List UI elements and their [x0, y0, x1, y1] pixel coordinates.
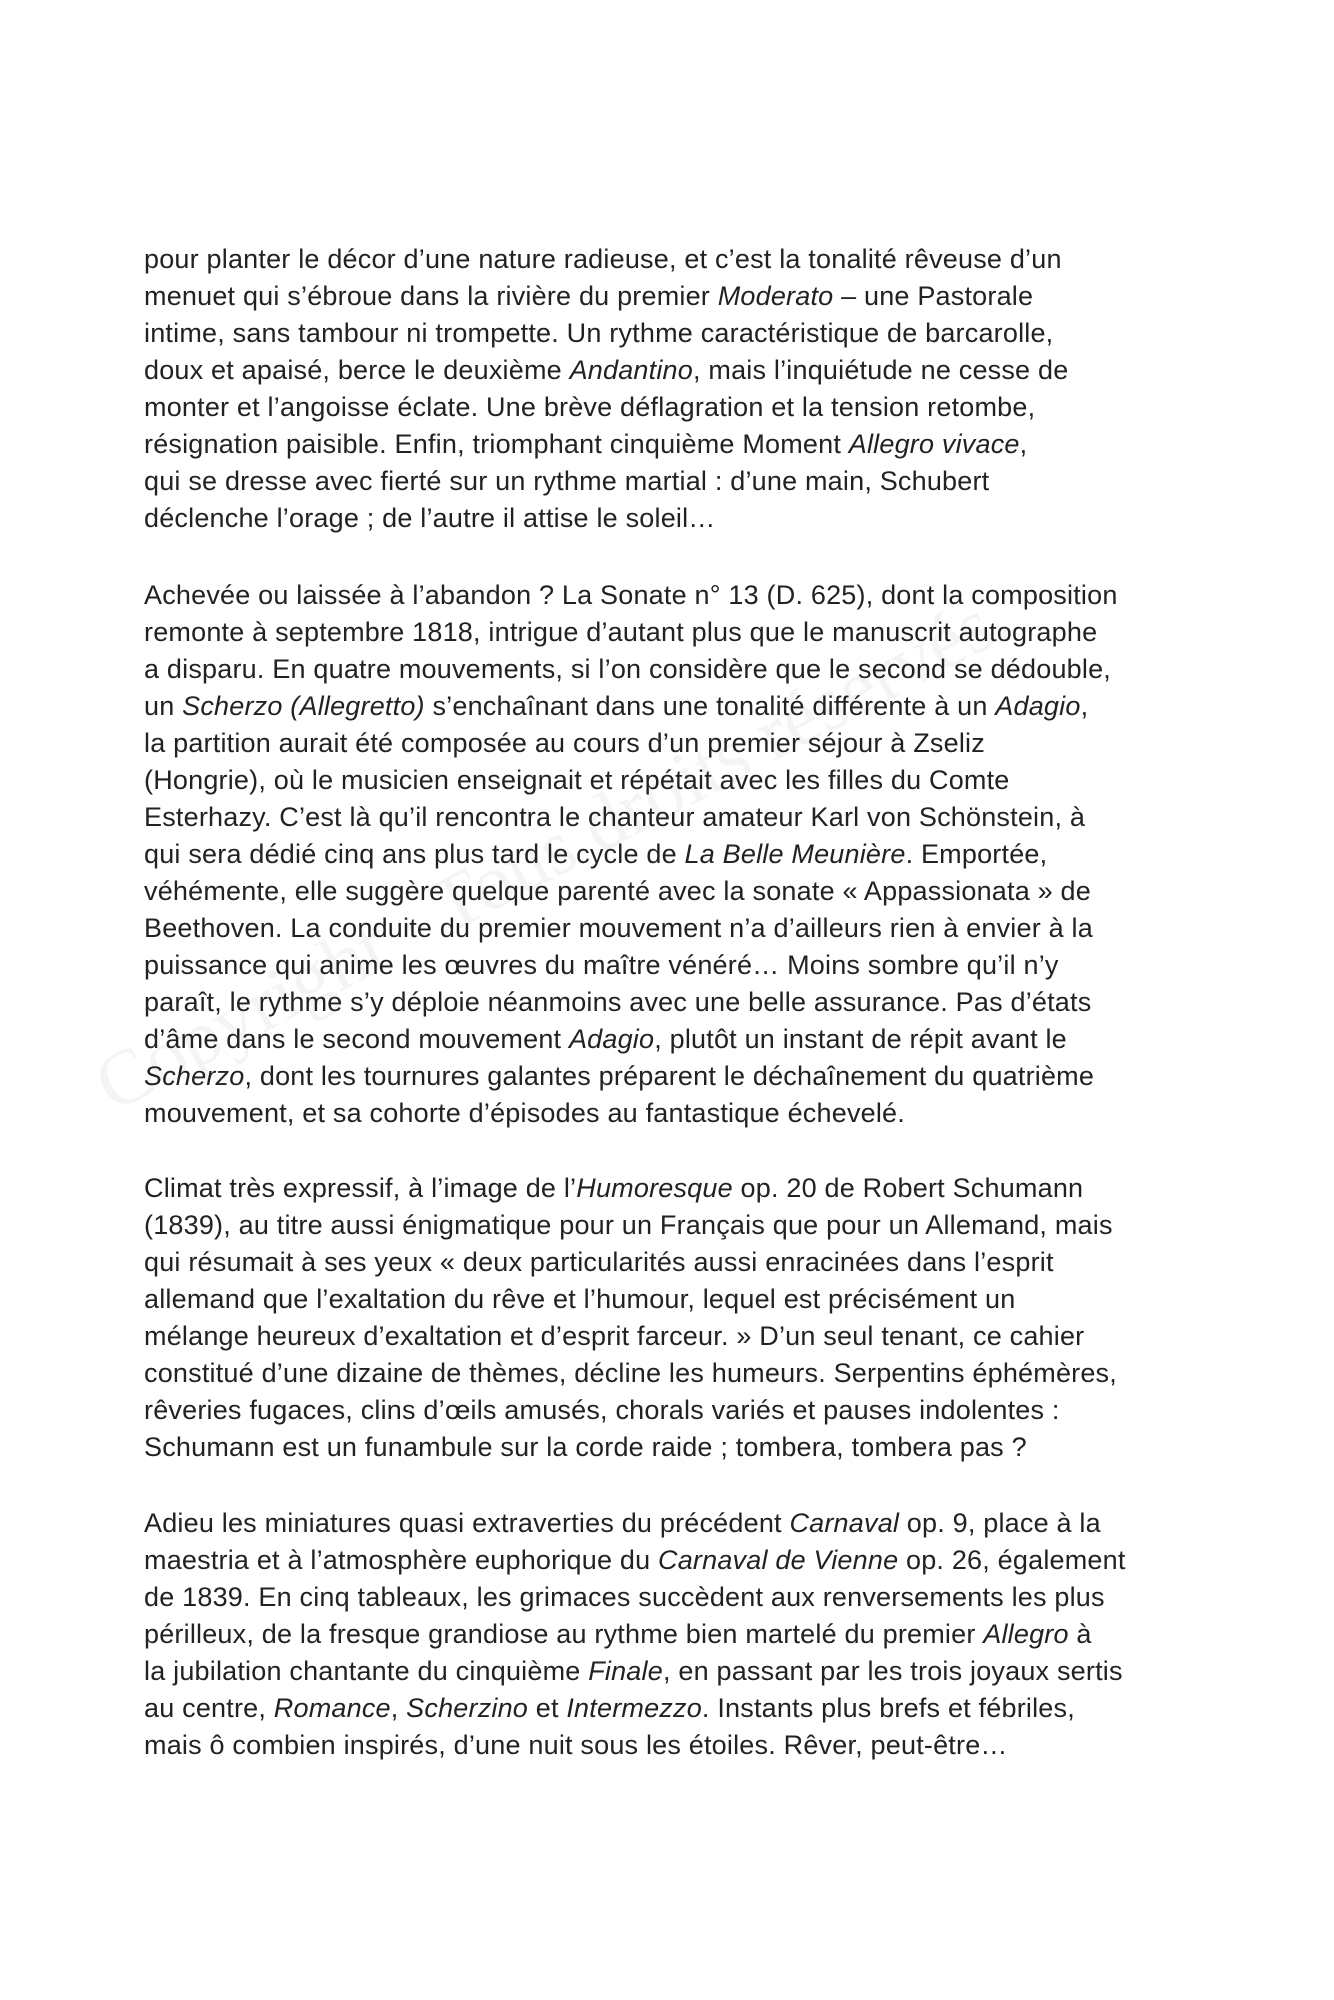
italic-run: Scherzino — [406, 1693, 529, 1723]
text-run: et — [528, 1693, 567, 1723]
text-run: Climat très expressif, à l’image de l’ — [144, 1173, 577, 1203]
text-run: Beethoven. La conduite du premier mouvement n’a d’ailleurs rien à envier à la — [144, 913, 1093, 943]
text-line — [144, 1170, 1204, 1207]
text-line — [144, 241, 1204, 278]
text-line — [144, 1355, 1204, 1392]
text-run: , — [1080, 691, 1089, 721]
text-line — [144, 1392, 1204, 1429]
text-run: , en passant par les trois joyaux sertis — [662, 1656, 1123, 1686]
text-run: au centre, — [144, 1693, 274, 1723]
text-run: constitué d’une dizaine de thèmes, décline les humeurs. Serpentins éphémères, — [144, 1358, 1117, 1388]
text-run: s’enchaînant dans une tonalité différente à un — [424, 691, 996, 721]
text-run: menuet qui s’ébroue dans la rivière du premier — [144, 281, 718, 311]
text-line — [144, 1616, 1204, 1653]
text-run: , — [1019, 429, 1028, 459]
text-run: qui sera dédié cinq ans plus tard le cycle de — [144, 839, 685, 869]
text-line — [144, 315, 1204, 352]
text-line — [144, 688, 1204, 725]
text-line — [144, 426, 1204, 463]
text-run: a disparu. En quatre mouvements, si l’on considère que le second se dédouble, — [144, 654, 1111, 684]
text-run: de 1839. En cinq tableaux, les grimaces succèdent aux renversements les plus — [144, 1582, 1105, 1612]
text-run: la partition aurait été composée au cours d’un premier séjour à Zseliz — [144, 728, 985, 758]
text-run: mouvement, et sa cohorte d’épisodes au fantastique échevelé. — [144, 1098, 905, 1128]
text-line — [144, 577, 1204, 614]
text-line — [144, 1653, 1204, 1690]
text-line — [144, 947, 1204, 984]
italic-run: Adagio — [995, 691, 1081, 721]
text-run: (1839), au titre aussi énigmatique pour un Français que pour un Allemand, mais — [144, 1210, 1113, 1240]
text-run: véhémente, elle suggère quelque parenté avec la sonate « Appassionata » de — [144, 876, 1091, 906]
text-run: remonte à septembre 1818, intrigue d’autant plus que le manuscrit autographe — [144, 617, 1098, 647]
text-run: puissance qui anime les œuvres du maître vénéré… Moins sombre qu’il n’y — [144, 950, 1059, 980]
italic-run: Allegro vivace — [848, 429, 1020, 459]
text-run: qui se dresse avec fierté sur un rythme martial : d’une main, Schubert — [144, 466, 990, 496]
paragraph-schumann-carnaval-de-vienne — [144, 1505, 1204, 1764]
text-run: Esterhazy. C’est là qu’il rencontra le chanteur amateur Karl von Schönstein, à — [144, 802, 1086, 832]
text-line — [144, 1542, 1204, 1579]
paragraph-schubert-sonata-13 — [144, 577, 1204, 1132]
text-run: – une Pastorale — [833, 281, 1034, 311]
text-line — [144, 1244, 1204, 1281]
text-run: . Emportée, — [905, 839, 1048, 869]
text-run: (Hongrie), où le musicien enseignait et répétait avec les filles du Comte — [144, 765, 1010, 795]
text-run: déclenche l’orage ; de l’autre il attise le soleil… — [144, 503, 716, 533]
paragraph-schubert-moments-musicaux — [144, 241, 1204, 537]
text-line — [144, 725, 1204, 762]
text-line — [144, 614, 1204, 651]
text-run: mélange heureux d’exaltation et d’esprit farceur. » D’un seul tenant, ce cahier — [144, 1321, 1085, 1351]
italic-run: Andantino — [569, 355, 693, 385]
italic-run: Carnaval de Vienne — [658, 1545, 899, 1575]
text-run: résignation paisible. Enfin, triomphant cinquième Moment — [144, 429, 849, 459]
text-line — [144, 352, 1204, 389]
text-run: périlleux, de la fresque grandiose au rythme bien martelé du premier — [144, 1619, 984, 1649]
text-run: , mais l’inquiétude ne cesse de — [692, 355, 1069, 385]
text-line — [144, 1690, 1204, 1727]
text-run: pour planter le décor d’une nature radieuse, et c’est la tonalité rêveuse d’un — [144, 244, 1062, 274]
text-line — [144, 1505, 1204, 1542]
text-run: qui résumait à ses yeux « deux particularités aussi enracinées dans l’esprit — [144, 1247, 1054, 1277]
text-run: allemand que l’exaltation du rêve et l’humour, lequel est précisément un — [144, 1284, 1016, 1314]
italic-run: Finale — [588, 1656, 663, 1686]
italic-run: Scherzo — [144, 1061, 245, 1091]
italic-run: Romance — [273, 1693, 391, 1723]
text-run: paraît, le rythme s’y déploie néanmoins avec une belle assurance. Pas d’états — [144, 987, 1092, 1017]
text-line — [144, 836, 1204, 873]
italic-run: Adagio — [568, 1024, 655, 1054]
text-line — [144, 984, 1204, 1021]
text-run: la jubilation chantante du cinquième — [144, 1656, 589, 1686]
text-run: intime, sans tambour ni trompette. Un rythme caractéristique de barcarolle, — [144, 318, 1054, 348]
text-run: un — [144, 691, 183, 721]
text-run: monter et l’angoisse éclate. Une brève déflagration et la tension retombe, — [144, 392, 1036, 422]
text-run: à — [1068, 1619, 1092, 1649]
italic-run: La Belle Meunière — [684, 839, 906, 869]
text-line — [144, 500, 1204, 537]
text-line — [144, 1095, 1204, 1132]
text-line — [144, 910, 1204, 947]
text-run: d’âme dans le second mouvement — [144, 1024, 569, 1054]
italic-run: Humoresque — [576, 1173, 733, 1203]
text-line — [144, 1429, 1204, 1466]
italic-run: Carnaval — [789, 1508, 900, 1538]
text-run: rêveries fugaces, clins d’œils amusés, chorals variés et pauses indolentes : — [144, 1395, 1060, 1425]
text-line — [144, 762, 1204, 799]
text-line — [144, 1207, 1204, 1244]
text-run: , plutôt un instant de répit avant le — [654, 1024, 1067, 1054]
text-run: . Instants plus brefs et fébriles, — [701, 1693, 1075, 1723]
text-line — [144, 1727, 1204, 1764]
text-run: maestria et à l’atmosphère euphorique du — [144, 1545, 659, 1575]
text-line — [144, 873, 1204, 910]
text-line — [144, 1281, 1204, 1318]
text-line — [144, 1318, 1204, 1355]
text-run: , dont les tournures galantes préparent le déchaînement du quatrième — [244, 1061, 1095, 1091]
text-run: Achevée ou laissée à l’abandon ? La Sonate n° 13 (D. 625), dont la composition — [144, 580, 1118, 610]
text-line — [144, 1579, 1204, 1616]
italic-run: Scherzo (Allegretto) — [182, 691, 425, 721]
text-run: doux et apaisé, berce le deuxième — [144, 355, 570, 385]
text-run: op. 20 de Robert Schumann — [732, 1173, 1084, 1203]
text-line — [144, 389, 1204, 426]
text-line — [144, 1021, 1204, 1058]
italic-run: Allegro — [983, 1619, 1069, 1649]
text-run: Adieu les miniatures quasi extraverties du précédent — [144, 1508, 790, 1538]
paragraph-schumann-humoresque — [144, 1170, 1204, 1466]
text-line — [144, 1058, 1204, 1095]
text-line — [144, 278, 1204, 315]
text-line — [144, 463, 1204, 500]
text-run: Schumann est un funambule sur la corde raide ; tombera, tombera pas ? — [144, 1432, 1027, 1462]
text-line — [144, 799, 1204, 836]
italic-run: Intermezzo — [566, 1693, 702, 1723]
text-run: op. 9, place à la — [899, 1508, 1101, 1538]
text-run: op. 26, également — [898, 1545, 1126, 1575]
italic-run: Moderato — [717, 281, 834, 311]
text-run: mais ô combien inspirés, d’une nuit sous les étoiles. Rêver, peut-être… — [144, 1730, 1008, 1760]
text-run: , — [390, 1693, 407, 1723]
text-line — [144, 651, 1204, 688]
